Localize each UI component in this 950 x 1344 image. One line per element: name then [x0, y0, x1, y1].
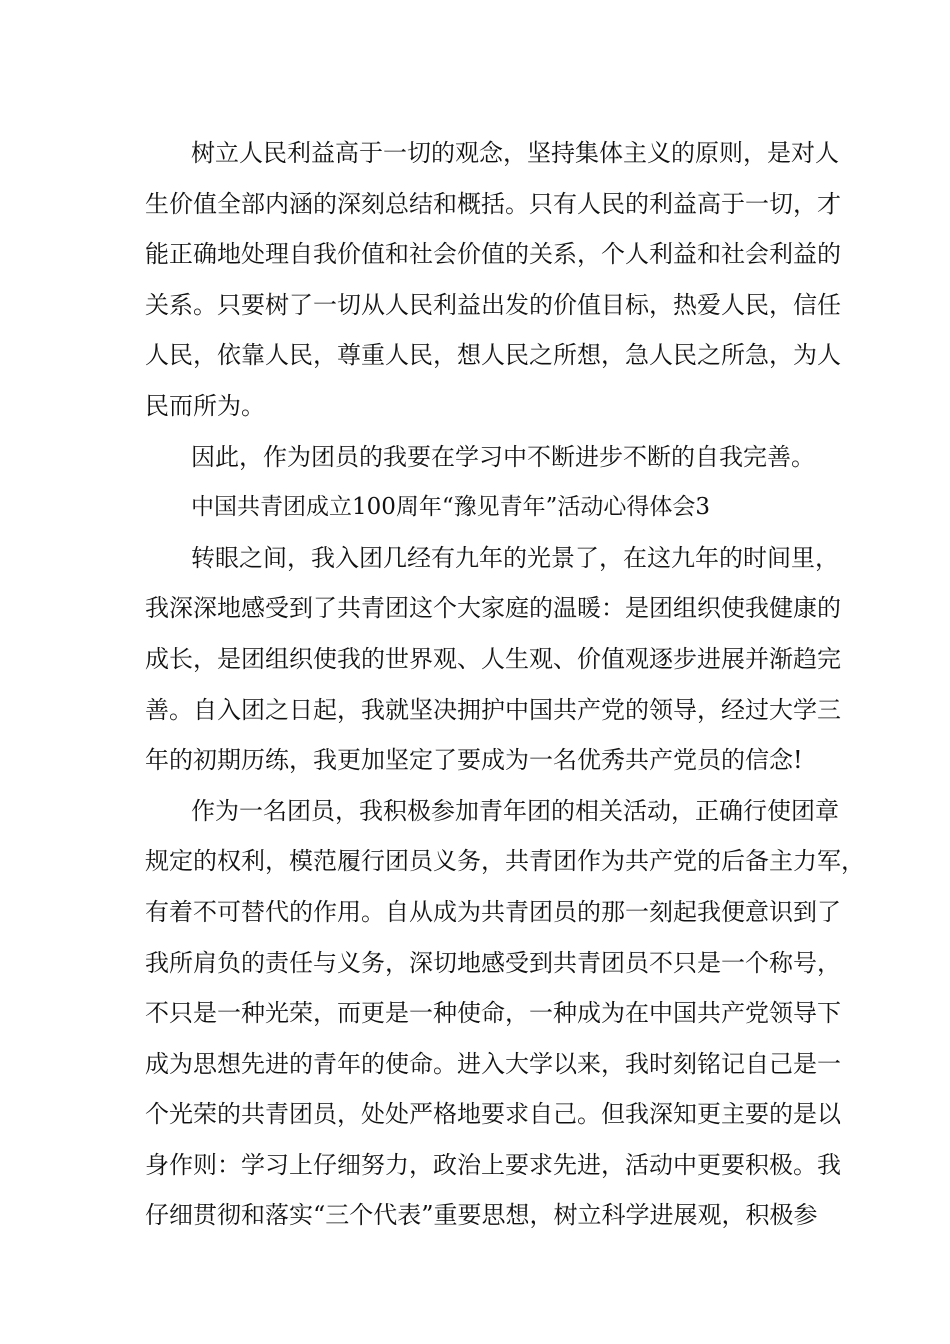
paragraph-line: 我深深地感受到了共青团这个大家庭的温暖：是团组织使我健康的 — [145, 594, 841, 623]
document-body — [145, 128, 865, 1241]
paragraph-line: 作为一名团员，我积极参加青年团的相关活动，正确行使团章 — [191, 796, 839, 825]
paragraph-line: 人民，依靠人民，尊重人民，想人民之所想，急人民之所急，为人 — [145, 341, 841, 370]
paragraph-line: 成为思想先进的青年的使命。进入大学以来，我时刻铭记自己是一 — [145, 1049, 841, 1078]
paragraph-line: 仔细贯彻和落实“三个代表”重要思想，树立科学进展观，积极参 — [145, 1201, 818, 1230]
paragraph-line: 我所肩负的责任与义务，深切地感受到共青团员不只是一个称号， — [145, 948, 841, 977]
paragraph-line: 规定的权利，模范履行团员义务，共青团作为共产党的后备主力军， — [145, 847, 865, 876]
section-heading: 中国共青团成立100周年“豫见青年”活动心得体会3 — [191, 494, 711, 521]
paragraph-line: 善。自入团之日起，我就坚决拥护中国共产党的领导，经过大学三 — [145, 695, 841, 724]
paragraph-line: 因此，作为团员的我要在学习中不断进步不断的自我完善。 — [191, 442, 815, 471]
paragraph-line: 年的初期历练，我更加坚定了要成为一名优秀共产党员的信念! — [145, 746, 803, 775]
paragraph-line: 成长，是团组织使我的世界观、人生观、价值观逐步进展并渐趋完 — [145, 644, 841, 673]
paragraph-line: 身作则：学习上仔细努力，政治上要求先进，活动中更要积极。我 — [145, 1150, 841, 1179]
paragraph-line: 能正确地处理自我价值和社会价值的关系，个人利益和社会利益的 — [145, 240, 841, 269]
paragraph-line: 不只是一种光荣，而更是一种使命，一种成为在中国共产党领导下 — [145, 999, 841, 1028]
paragraph-line: 有着不可替代的作用。自从成为共青团员的那一刻起我便意识到了 — [145, 897, 841, 926]
paragraph-line: 个光荣的共青团员，处处严格地要求自己。但我深知更主要的是以 — [145, 1100, 841, 1129]
paragraph-line: 民而所为。 — [145, 391, 265, 420]
paragraph-line: 转眼之间，我入团几经有九年的光景了，在这九年的时间里， — [191, 543, 839, 572]
paragraph-line: 关系。只要树了一切从人民利益出发的价值目标，热爱人民，信任 — [145, 290, 841, 319]
paragraph-line: 生价值全部内涵的深刻总结和概括。只有人民的利益高于一切，才 — [145, 189, 841, 218]
paragraph-line: 树立人民利益高于一切的观念，坚持集体主义的原则，是对人 — [191, 139, 839, 167]
